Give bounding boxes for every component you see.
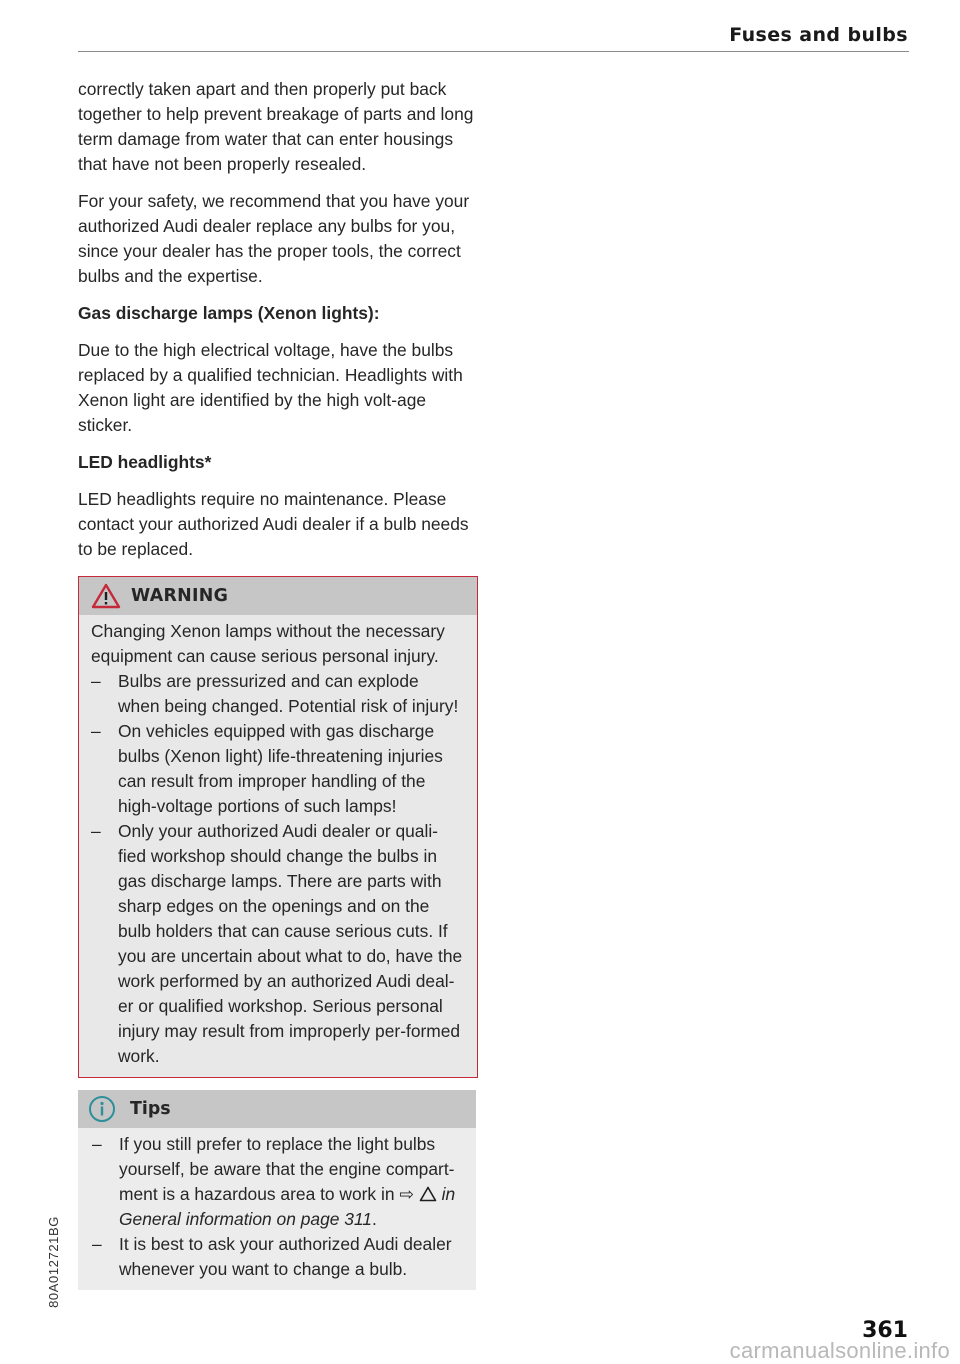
tips-header <box>78 1090 476 1128</box>
led-headlights-heading: LED headlights* <box>78 452 212 472</box>
warning-item: – Bulbs are pressurized and can explode when being changed. Potential risk of injury! <box>91 669 465 719</box>
main-column <box>78 77 478 1290</box>
tips-body <box>78 1128 476 1290</box>
tips-item-end: . <box>371 1209 377 1229</box>
warning-triangle-small-icon <box>419 1186 437 1202</box>
tips-box <box>78 1090 476 1290</box>
warning-list <box>91 669 465 1069</box>
tips-list <box>92 1132 464 1282</box>
tips-item-text: If you still prefer to replace the light bulbs yourself, be aware that the engine compart-ment is a hazardous area to work in <box>119 1134 455 1204</box>
header-rule <box>78 51 909 52</box>
warning-item: – On vehicles equipped with gas discharge bulbs (Xenon light) life-threatening injuries can result from improper handling of the high-voltage portions of such lamps! <box>91 719 465 819</box>
warning-title: WARNING <box>131 585 229 606</box>
watermark: carmanualsonline.info <box>729 1338 950 1363</box>
page-number: 361 <box>862 1318 908 1343</box>
intro-paragraph-2: For your safety, we recommend that you have your authorized Audi dealer replace any bulbs for you, since your dealer has the proper tools, the correct bulbs and the expertise. <box>78 191 470 286</box>
warning-triangle-icon <box>91 583 121 609</box>
warning-intro: Changing Xenon lamps without the necessary equipment can cause serious personal injury. <box>91 621 445 666</box>
tips-title: Tips <box>130 1098 171 1119</box>
page-reference-link[interactable]: in General information on page 311 <box>119 1184 456 1229</box>
warning-header <box>79 577 477 615</box>
header-title: Fuses and bulbs <box>729 24 908 46</box>
tips-item: – It is best to ask your authorized Audi dealer whenever you want to change a bulb. <box>92 1232 464 1282</box>
warning-box <box>78 576 478 1078</box>
tips-item <box>92 1132 464 1232</box>
reference-arrow-icon: ⇨ <box>399 1184 414 1204</box>
led-headlights-text: LED headlights require no maintenance. Please contact your authorized Audi dealer if a bulb needs to be replaced. <box>78 489 469 559</box>
gas-discharge-heading: Gas discharge lamps (Xenon lights): <box>78 303 380 323</box>
warning-item: – Only your authorized Audi dealer or quali-fied workshop should change the bulbs in gas discharge lamps. There are parts with sharp edges on the openings and on the bulb holders that can cause serious cuts. If you are uncertain about what to do, have the work performed by an authorized Audi deal-er or qualified workshop. Serious personal injury may result from improperly per-formed work. <box>91 819 465 1069</box>
info-icon <box>88 1095 116 1123</box>
warning-body <box>79 615 477 1077</box>
document-code: 80A012721BG <box>46 1216 61 1308</box>
intro-paragraph-1: correctly taken apart and then properly put back together to help prevent breakage of parts and long term damage from water that can enter housings that have not been properly resealed. <box>78 79 474 174</box>
gas-discharge-text: Due to the high electrical voltage, have the bulbs replaced by a qualified technician. Headlights with Xenon light are identified by the high volt-age sticker. <box>78 340 463 435</box>
